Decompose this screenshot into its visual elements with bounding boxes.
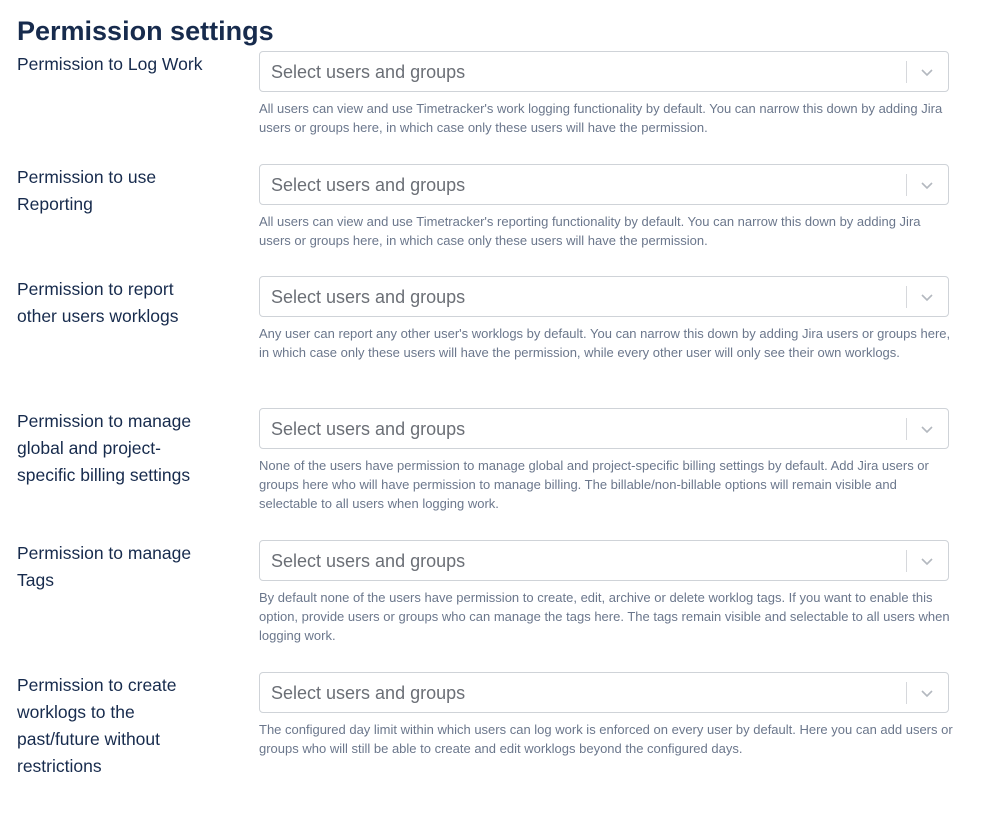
users-groups-select[interactable] [259, 540, 949, 581]
permission-field [259, 408, 954, 529]
permission-field [259, 540, 954, 661]
page-title: Permission settings [17, 16, 274, 46]
permission-label: Permission to report other users worklogs [17, 279, 179, 326]
permission-help-text: By default none of the users have permission to create, edit, archive or delete worklog tags. If you want to enable this option, provide users or groups who can manage the tags here. The tags remain visible and selectable to all users when logging work. [259, 590, 950, 643]
permission-help-text: None of the users have permission to manage global and project-specific billing settings by default. Add Jira users or groups here who will have permission to manage billing. The billable/non-billable options will remain visible and selectable to all users when logging work. [259, 458, 929, 511]
select-separator [906, 174, 907, 196]
chevron-down-icon[interactable] [918, 176, 936, 194]
permission-row [0, 672, 995, 802]
permission-label: Permission to manage Tags [17, 543, 192, 590]
chevron-down-icon[interactable] [918, 288, 936, 306]
select-separator [906, 550, 907, 572]
permission-help-text: All users can view and use Timetracker's work logging functionality by default. You can narrow this down by adding Jira users or groups here, in which case only these users will have the permission. [259, 101, 943, 135]
permission-row [0, 408, 995, 540]
select-separator [906, 418, 907, 440]
select-placeholder: Select users and groups [271, 287, 466, 307]
select-separator [906, 286, 907, 308]
users-groups-select[interactable] [259, 672, 949, 713]
permission-field [259, 51, 954, 153]
chevron-down-icon[interactable] [918, 684, 936, 702]
select-placeholder: Select users and groups [271, 551, 466, 571]
chevron-down-icon[interactable] [918, 552, 936, 570]
permission-label: Permission to use Reporting [17, 167, 157, 214]
permission-row [0, 51, 995, 164]
permission-row [0, 540, 995, 672]
permission-row [0, 164, 995, 276]
permission-help-text: Any user can report any other user's worklogs by default. You can narrow this down by adding Jira users or groups here, in which case only these users will have the permission, while every other user will only see their own worklogs. [259, 326, 951, 360]
users-groups-select[interactable] [259, 51, 949, 92]
select-placeholder: Select users and groups [271, 419, 466, 439]
users-groups-select[interactable] [259, 276, 949, 317]
permission-label: Permission to Log Work [17, 54, 203, 74]
select-placeholder: Select users and groups [271, 175, 466, 195]
chevron-down-icon[interactable] [918, 420, 936, 438]
permission-help-text: All users can view and use Timetracker's reporting functionality by default. You can narrow this down by adding Jira users or groups here, in which case only these users will have the permission. [259, 214, 921, 248]
select-separator [906, 682, 907, 704]
permission-help-text: The configured day limit within which users can log work is enforced on every user by default. Here you can add users or groups who will still be able to create and edit worklogs beyond the configured days. [259, 722, 953, 756]
permission-label: Permission to manage global and project-specific billing settings [17, 411, 192, 485]
select-placeholder: Select users and groups [271, 62, 466, 82]
permission-row [0, 276, 995, 408]
permission-field [259, 164, 954, 266]
chevron-down-icon[interactable] [918, 63, 936, 81]
permission-field [259, 276, 954, 378]
users-groups-select[interactable] [259, 408, 949, 449]
select-placeholder: Select users and groups [271, 683, 466, 703]
users-groups-select[interactable] [259, 164, 949, 205]
permission-field [259, 672, 954, 774]
select-separator [906, 61, 907, 83]
permission-list [0, 51, 995, 802]
permission-label: Permission to create worklogs to the past/future without restrictions [17, 675, 177, 776]
